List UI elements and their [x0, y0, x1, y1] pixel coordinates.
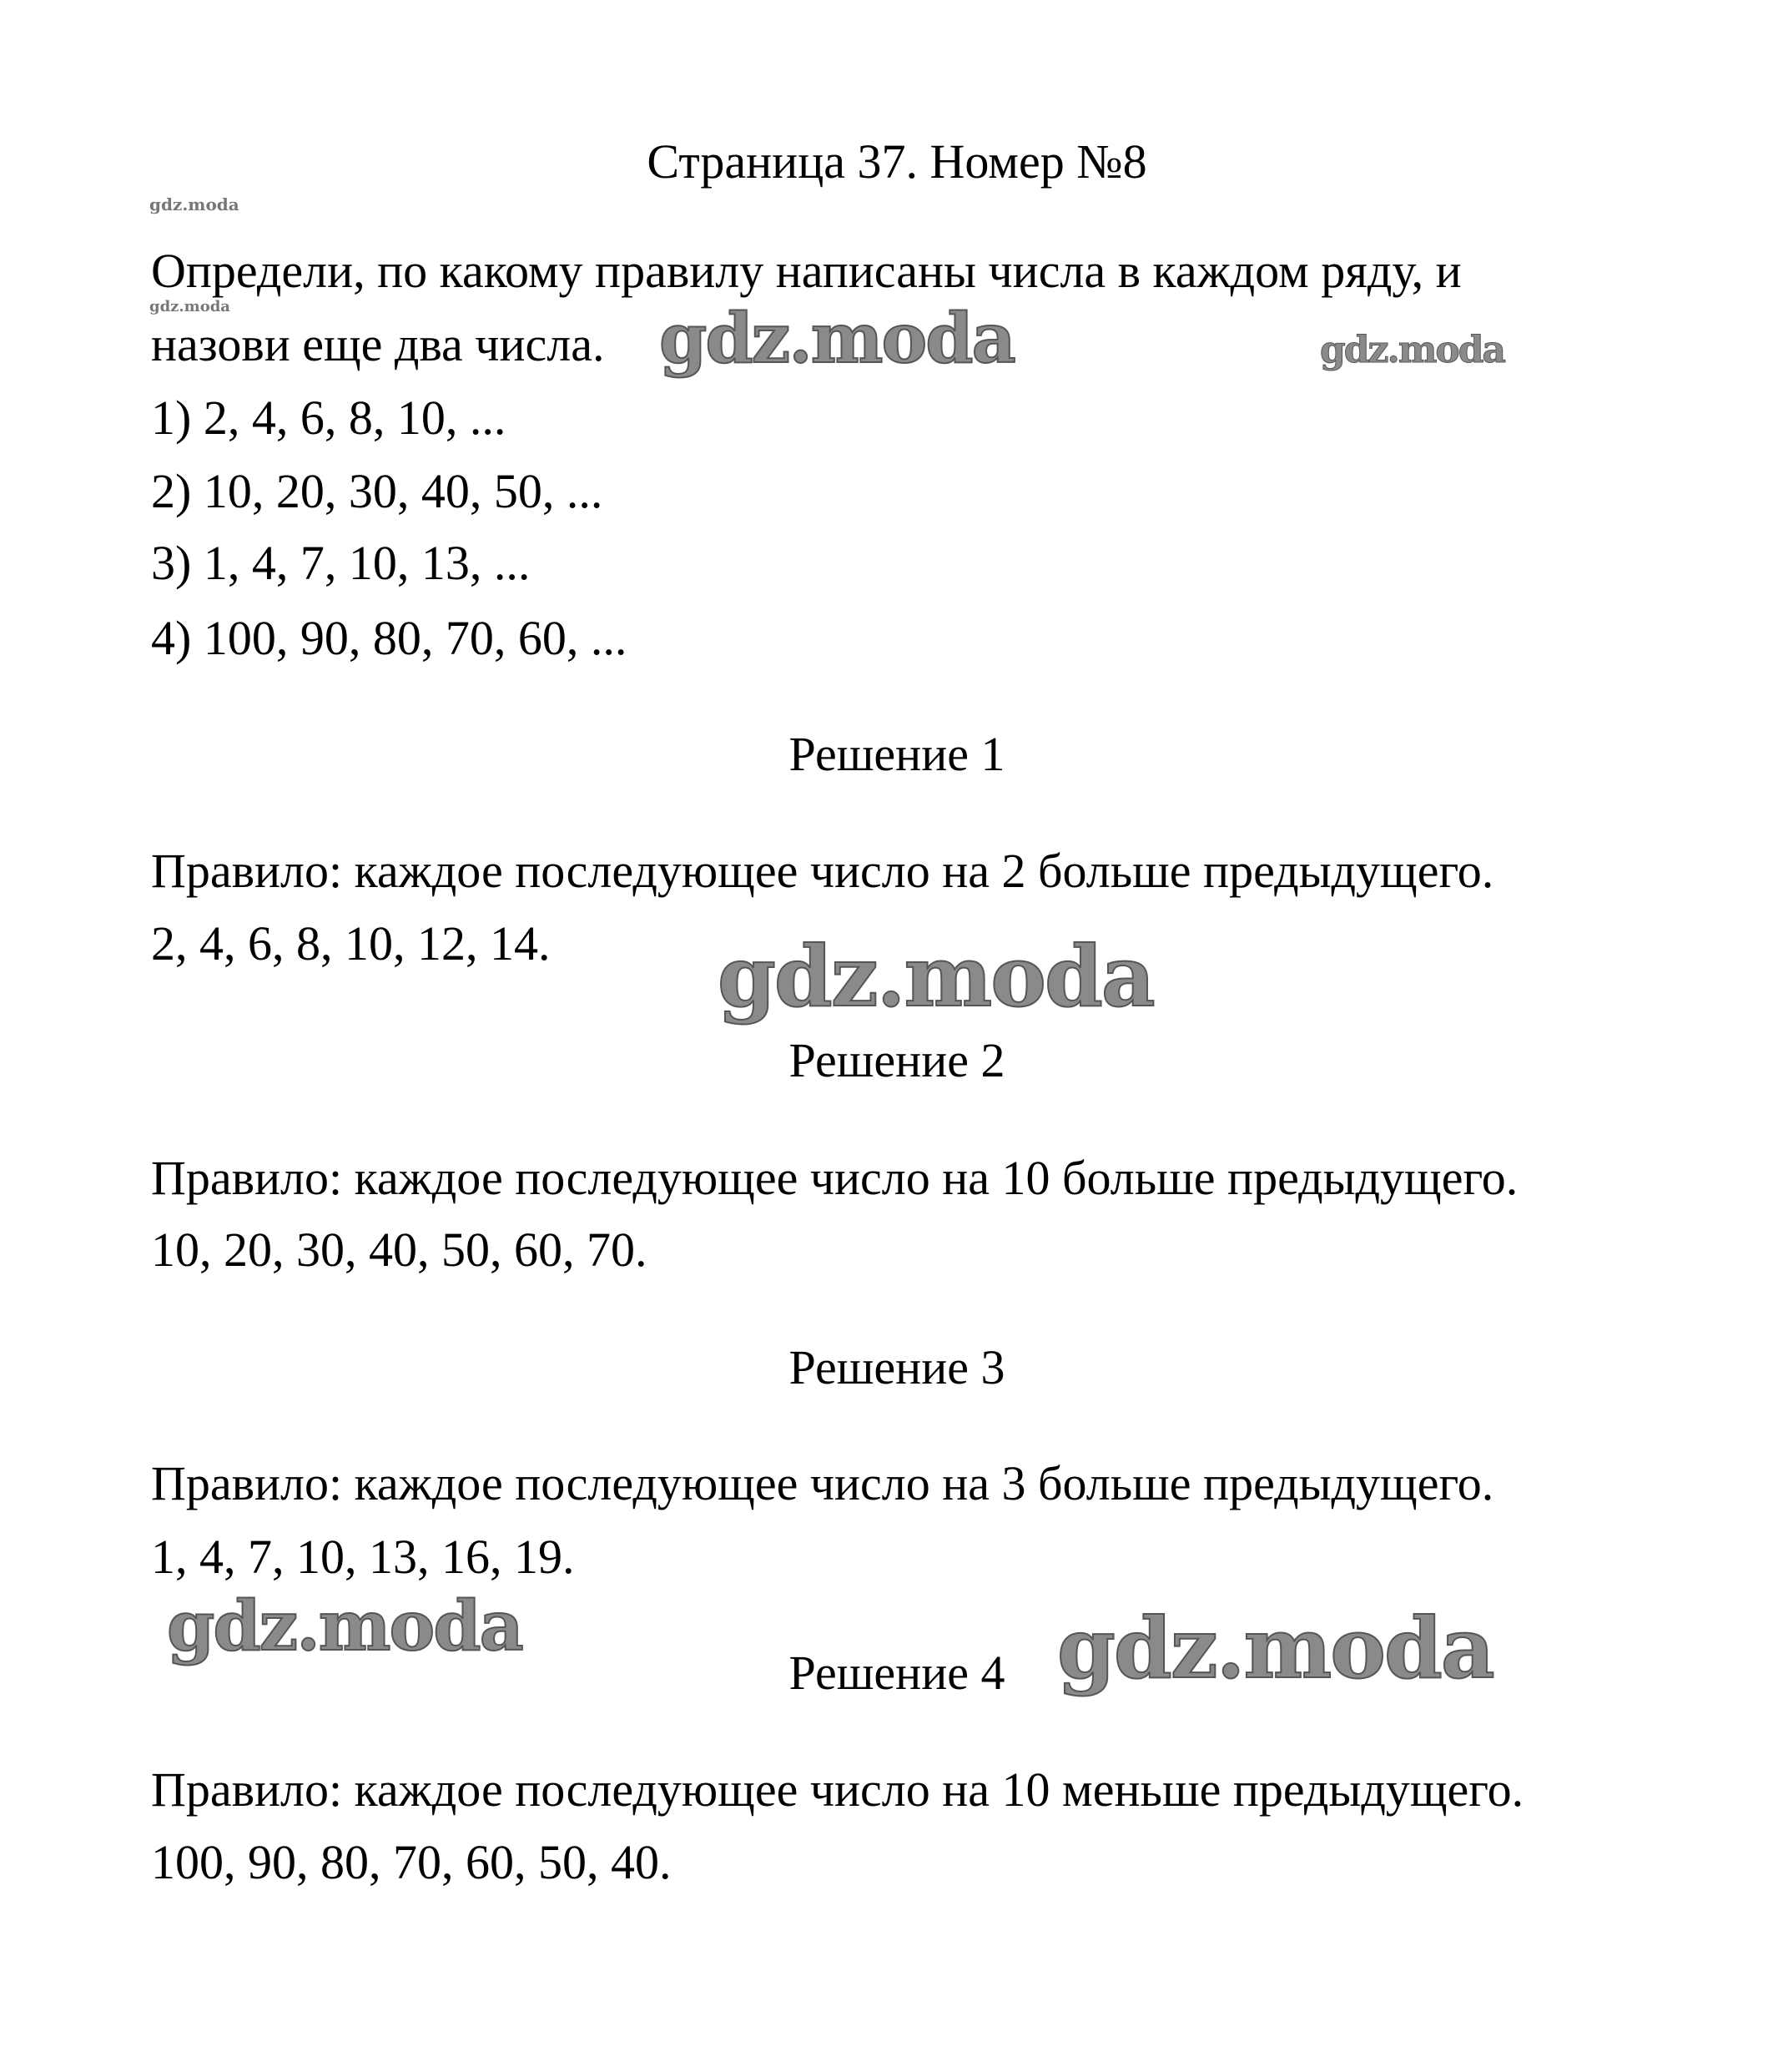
solution-1-rule: Правило: каждое последующее число на 2 больше предыдущего. — [151, 844, 1494, 898]
solution-3-answer: 1, 4, 7, 10, 13, 16, 19. — [151, 1530, 575, 1584]
solution-4-rule: Правило: каждое последующее число на 10 меньше предыдущего. — [151, 1762, 1524, 1817]
watermark: gdz.moda — [718, 927, 1154, 1026]
watermark: gdz.moda — [659, 299, 1015, 379]
solution-2-answer: 10, 20, 30, 40, 50, 60, 70. — [151, 1223, 647, 1277]
watermark: gdz.moda — [149, 194, 239, 214]
solution-1-answer: 2, 4, 6, 8, 10, 12, 14. — [151, 916, 551, 970]
watermark: gdz.moda — [149, 298, 230, 315]
watermark: gdz.moda — [167, 1586, 522, 1666]
solution-2-heading: Решение 2 — [788, 1033, 1005, 1087]
solution-4-answer: 100, 90, 80, 70, 60, 50, 40. — [151, 1835, 672, 1889]
watermark: gdz.moda — [1057, 1599, 1493, 1697]
solution-1-heading: Решение 1 — [788, 727, 1005, 781]
page-title: Страница 37. Номер №8 — [647, 134, 1147, 189]
solution-3-rule: Правило: каждое последующее число на 3 больше предыдущего. — [151, 1456, 1494, 1510]
task-item-2: 2) 10, 20, 30, 40, 50, ... — [151, 464, 603, 518]
solution-2-rule: Правило: каждое последующее число на 10 больше предыдущего. — [151, 1151, 1519, 1205]
solution-3-heading: Решение 3 — [788, 1340, 1005, 1394]
task-text-line1: Определи, по какому правилу написаны числа в каждом ряду, и — [151, 244, 1462, 298]
task-item-4: 4) 100, 90, 80, 70, 60, ... — [151, 611, 627, 665]
task-item-1: 1) 2, 4, 6, 8, 10, ... — [151, 391, 506, 445]
watermark: gdz.moda — [1320, 329, 1505, 371]
task-text-line2: назови еще два числа. — [151, 317, 605, 371]
solution-4-heading: Решение 4 — [788, 1646, 1005, 1700]
task-item-3: 3) 1, 4, 7, 10, 13, ... — [151, 536, 531, 590]
